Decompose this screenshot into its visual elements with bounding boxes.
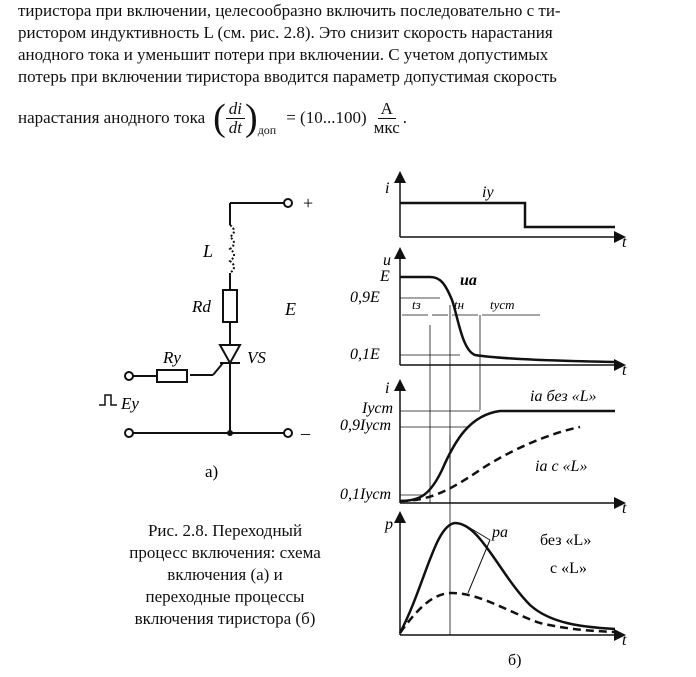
paragraph-line-3: анодного тока и уменьшит потери при включении. С учетом допустимых	[18, 45, 549, 64]
formula-equals: = (10...100)	[286, 108, 367, 127]
unit-denominator: мкс	[373, 117, 400, 137]
resistor-rd-symbol	[223, 290, 237, 322]
source-label: E	[285, 299, 296, 319]
formula-subscript: доп	[257, 122, 277, 137]
iy-axis-label: i	[385, 180, 390, 197]
i-09I-label: 0,9Iуст	[340, 417, 392, 434]
rd-label: Rd	[192, 297, 211, 316]
tn-label: tн	[454, 297, 465, 312]
ry-label: Rу	[163, 348, 181, 367]
formula-line	[18, 88, 407, 148]
t-label-4: t	[622, 632, 627, 649]
figure-caption	[100, 520, 350, 630]
ua-curve-label: ua	[460, 272, 477, 289]
ia-noL-label: ia без «L»	[530, 388, 597, 405]
t-label-1: t	[622, 234, 627, 251]
i-axis-label: i	[385, 380, 390, 397]
formula-prefix: нарастания анодного тока	[18, 108, 206, 127]
derivative-denominator: dt	[228, 117, 243, 137]
unit-numerator: A	[378, 100, 396, 119]
caption-line-3: включения (а) и	[167, 565, 283, 584]
paragraph-line-4: потерь при включении тиристора вводится параметр допустимая скорость	[18, 67, 557, 86]
plus-label: +	[303, 193, 314, 213]
body-paragraph	[18, 0, 686, 88]
pulse-icon	[99, 395, 117, 405]
minus-label: –	[301, 423, 310, 443]
pa-curve-label: pa	[492, 524, 508, 541]
u-E-label: E	[380, 268, 390, 285]
circuit-diagram	[95, 175, 335, 495]
p-L-label: с «L»	[550, 560, 587, 577]
plus-terminal	[284, 199, 292, 207]
t-label-3: t	[622, 500, 627, 517]
iy-curve	[400, 203, 615, 227]
minus-terminal	[284, 429, 292, 437]
p-noL-label: без «L»	[540, 532, 592, 549]
thyristor-symbol	[220, 345, 240, 363]
inductor-symbol	[230, 225, 234, 273]
caption-line-5: включения тиристора (б)	[134, 609, 316, 628]
resistor-ry-symbol	[157, 370, 187, 382]
caption-line-4: переходные процессы	[145, 587, 305, 606]
derivative-numerator: di	[226, 100, 245, 119]
control-label: Eу	[121, 394, 139, 413]
inductor-label: L	[203, 241, 214, 261]
p-axis-label: p	[385, 516, 393, 533]
control-terminal-top	[125, 372, 133, 380]
control-terminal-bottom	[125, 429, 133, 437]
u-09E-label: 0,9E	[350, 289, 380, 306]
t-label-2: t	[622, 362, 627, 379]
vs-label: VS	[247, 348, 266, 367]
iy-curve-label: iу	[482, 184, 494, 201]
right-paren: )	[245, 97, 258, 139]
tz-label: tз	[412, 297, 421, 312]
ua-curve	[400, 277, 615, 362]
left-paren: (	[213, 97, 226, 139]
caption-line-2: процесс включения: схема	[129, 543, 321, 562]
unit-fraction	[371, 100, 403, 137]
transient-graphs	[340, 165, 640, 670]
paragraph-line-1: тиристора при включении, целесообразно включить последовательно с ти-	[18, 1, 561, 20]
circuit-sublabel: а)	[205, 462, 219, 481]
i-01I-label: 0,1Iуст	[340, 486, 392, 503]
tust-label: tуст	[490, 297, 515, 312]
graphs-sublabel: б)	[508, 652, 522, 669]
ia-L-label: ia с «L»	[535, 458, 588, 475]
derivative-fraction	[226, 100, 245, 137]
u-axis-label: u	[383, 252, 391, 269]
caption-line-1: Рис. 2.8. Переходный	[147, 521, 303, 540]
ia-noL-curve	[400, 411, 615, 501]
i-Iust-label: Iуст	[362, 400, 394, 417]
u-01E-label: 0,1E	[350, 346, 380, 363]
paragraph-line-2: ристором индуктивность L (см. рис. 2.8). Это снизит скорость нарастания	[18, 23, 553, 42]
formula-end: .	[402, 108, 408, 127]
